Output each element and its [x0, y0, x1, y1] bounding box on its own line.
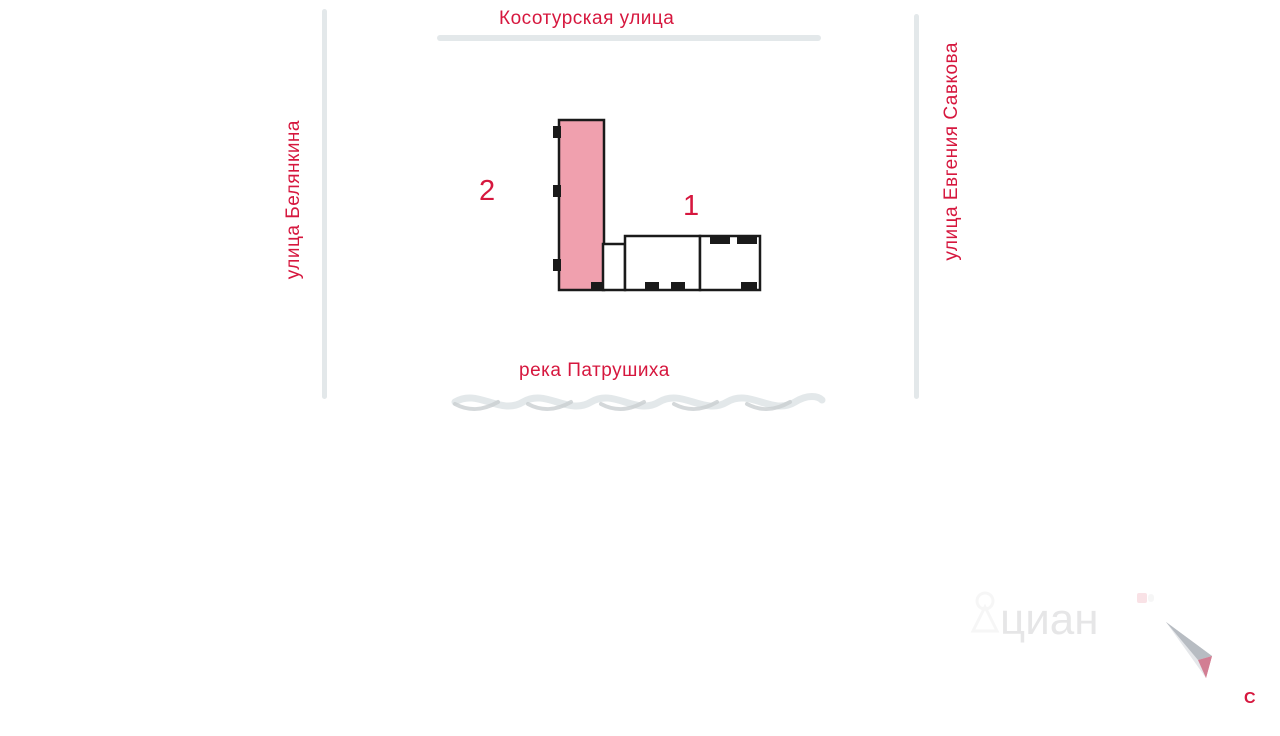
- river-label-patrushikha: река Патрушиха: [519, 360, 670, 381]
- building-number-2-label: 2: [479, 175, 496, 207]
- street-bar-belyankina: [322, 9, 327, 399]
- street-label-savkova: улица Евгения Савкова: [941, 42, 962, 261]
- street-bar-savkova: [914, 14, 919, 399]
- building-2-shape[interactable]: [553, 120, 605, 290]
- building-1-shape[interactable]: [603, 236, 760, 290]
- street-label-kosoturskaya: Косотурская улица: [499, 8, 675, 29]
- street-label-belyankina: улица Белянкина: [283, 120, 304, 280]
- watermark-label: циан: [1000, 595, 1099, 644]
- street-bar-kosoturskaya: [437, 35, 821, 41]
- compass-needle-icon: [1160, 608, 1240, 708]
- building-number-1-label: 1: [683, 190, 700, 222]
- compass-north-label: С: [1244, 690, 1256, 707]
- river-wave-graphic: [450, 390, 850, 430]
- buildings-group: [545, 112, 805, 302]
